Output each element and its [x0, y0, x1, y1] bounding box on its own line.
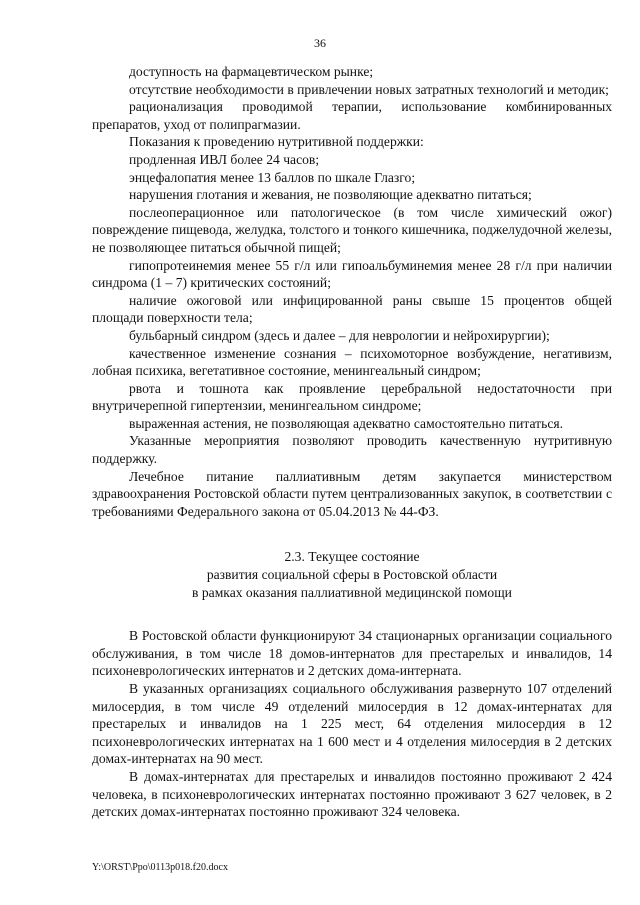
paragraph: доступность на фармацевтическом рынке;: [129, 64, 374, 79]
footer-file-path: Y:\ORST\Ppo\0113p018.f20.docx: [92, 862, 228, 873]
paragraph: энцефалопатия менее 13 баллов по шкале Глазго;: [129, 169, 416, 185]
paragraph: наличие ожоговой или инфицированной раны свыше 15 процентов общей площади поверхности тела;: [92, 292, 612, 326]
paragraph: бульбарный синдром (здесь и далее – для неврологии и нейрохирургии);: [129, 327, 550, 343]
paragraph: В указанных организациях социального обслуживания развернуто 107 отделений милосердия, в том числе 49 отделений милосердия в 12 домах-интернатах для престарелых и инвалидов на 1 225 мест, 64 отделения милосердия в 12 психоневрологических интернатах на 1 600 мест и 4 отделения милосердия в 2 детских домах-интернатах на 90 мест.: [92, 681, 612, 767]
paragraph: Лечебное питание паллиативным детям закупается министерством здравоохранения Ростовской области путем централизованных закупок, в соответствии с требованиями Федерального закона от 05.04.2013 № 44-ФЗ.: [92, 468, 612, 519]
paragraph: В Ростовской области функционируют 34 стационарных организации социального обслуживания, в том числе 18 домов-интернатов для престарелых и инвалидов, 14 психоневрологических интернатов и 2 детских дома-интерната.: [92, 628, 612, 679]
paragraph: рвота и тошнота как проявление церебральной недостаточности при внутричерепной гипертензии, менингеальном синдроме;: [92, 380, 612, 414]
paragraph: продленная ИВЛ более 24 часов;: [129, 151, 320, 167]
page-number: 36: [314, 36, 326, 50]
section-heading: [92, 548, 612, 601]
section-heading-line: развития социальной сферы в Ростовской области: [206, 567, 498, 583]
paragraph: Показания к проведению нутритивной поддержки:: [129, 134, 424, 150]
paragraph: В домах-интернатах для престарелых и инвалидов постоянно проживают 2 424 человека, в психоневрологических интернатах постоянно проживают 3 627 человек, в 2 детских домах-интернатах постоянно проживают 324 человека.: [92, 768, 612, 820]
paragraph: качественное изменение сознания – психомоторное возбуждение, негативизм, лобная психика, вегетативное состояние, менингеальный синдром;: [92, 345, 612, 379]
paragraph: гипопротеинемия менее 55 г/л или гипоальбуминемия менее 28 г/л при наличии синдрома (1 – 7) критических состояний;: [92, 257, 612, 291]
paragraph: нарушения глотания и жевания, не позволяющие адекватно питаться;: [129, 187, 532, 203]
document-body: [92, 63, 612, 821]
paragraph: Указанные мероприятия позволяют проводить качественную нутритивную поддержку.: [92, 433, 612, 467]
paragraph: рационализация проводимой терапии, использование комбинированных препаратов, уход от полипрагмазии.: [92, 99, 612, 132]
section-heading-line: 2.3. Текущее состояние: [284, 549, 420, 565]
paragraph: отсутствие необходимости в привлечении новых затратных технологий и методик;: [129, 81, 609, 97]
section-heading-line: в рамках оказания паллиативной медицинской помощи: [192, 584, 512, 600]
paragraph: послеоперационное или патологическое (в том числе химический ожог) повреждение пищевода, желудка, толстого и тонкого кишечника, поджелудочной железы, не позволяющее питаться обычной пищей;: [92, 204, 612, 255]
paragraph: выраженная астения, не позволяющая адекватно самостоятельно питаться.: [129, 415, 564, 431]
